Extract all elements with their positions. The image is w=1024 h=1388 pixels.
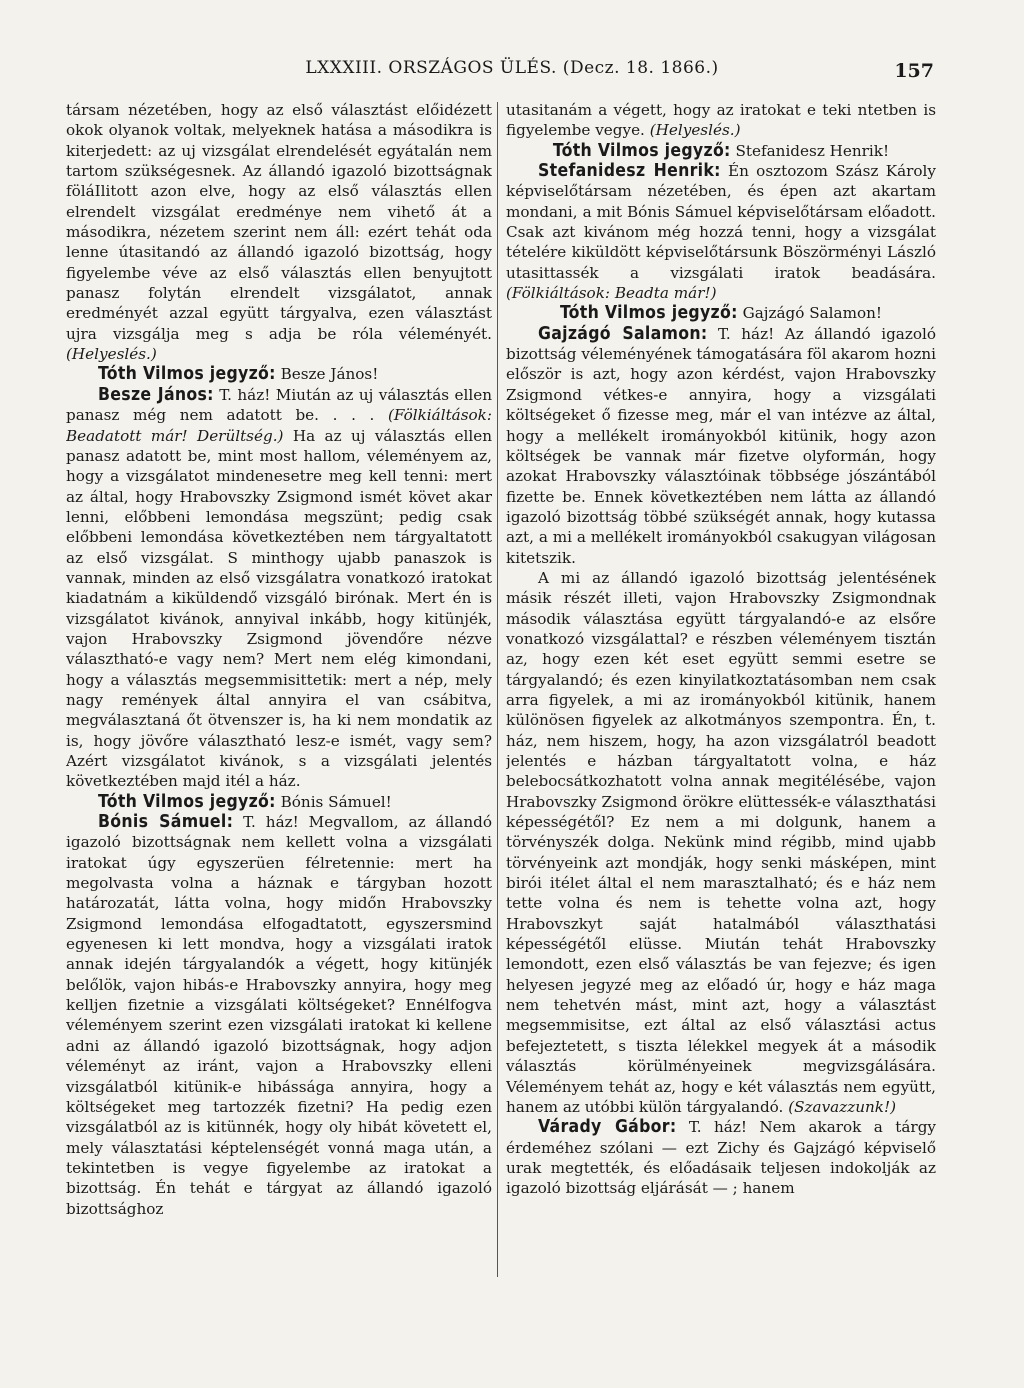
speaker-name: Tóth Vilmos jegyző: [559,303,738,324]
speaker-paragraph [66,364,492,384]
paragraph-text: Bónis Sámuel! [280,792,392,811]
speaker-name: Tóth Vilmos jegyző: [98,791,276,812]
speaker-paragraph [506,324,936,568]
speaker-paragraph [506,141,936,161]
paragraph [506,100,936,141]
paragraph-text: utasitanám a végett, hogy az iratokat e teki ntetben is figyelembe vegye. [506,101,936,140]
paragraph-text: Én osztozom Szász Károly képviselőtársam nézetében, és épen azt akartam mondani, a mit Bónis Sámuel képviselőtársam előadott. Csak azt kivánom még hozzá tenni, hogy a vizsgálat tételére kiküldött képviselőtársunk Böszörményi László utasittassék a vizsgálati iratok beadására. [506,162,936,282]
paragraph-text: T. ház! Megvallom, az állandó igazoló bizottságnak nem kellett volna a vizsgálati iratokat úgy egyszerüen félretennie: mert ha megolvasta volna a háznak e tárgyban hozott határozatát, látta volna, hogy midőn Hrabovszky Zsigmond lemondása elfogadtatott, egyszersmind egyenesen ki lett mondva, hogy a vizsgálati iratok annak idején tárgyalandók a végett, hogy kitünjék belőlök, vajon hibás-e Hrabovszky annyira, hogy meg kelljen fizetnie a vizsgálati költségeket? Ennélfogva véleményem szerint ezen vizsgálati iratokat ki kellene adni az állandó igazoló bizottságnak, hogy adjon véleményt az iránt, vajon a Hrabovszky elleni vizsgálatból kitünik-e hibássága annyira, hogy a költségeket meg tartozzék fizetni? Ha pedig ezen vizsgálatból az is kitünnék, hogy oly hibát követett el, mely választatási képtelenségét vonná maga után, a tekintetben is vegye figyelembe az iratokat a bizottság. Én tehát e tárgyat az állandó igazoló bizottsághoz [66,813,492,1218]
speaker-name: Bónis Sámuel: [98,812,234,833]
paragraph-text: Ha az uj választás ellen panasz adatott be, mint most hallom, véleményem az, hogy a vizsgálatot mindenesetre meg kell tenni: mert az által, hogy Hrabovszky Zsigmond ismét követ akar lenni, előbbeni lemondása megszünt; pedig csak előbbeni lemondása következtében nem tárgyaltatott az első vizsgálat. S minthogy ujabb panaszok is vannak, minden az első vizsgálatra vonatkozó iratokat kiadatnám a kiküldendő vizsgáló birónak. Mert én is vizsgálatot kivánok, annyival inkább, hogy kitünjék, vajon Hrabovszky Zsigmond jövendőre nézve választható-e vagy nem? Mert nem elég kimondani, hogy a választás megsemmisittetik: mert a nép, mely nagy remények által annyira el van csábitva, megválasztaná őt ötvenszer is, ha ki nem mondatik az is, hogy jövőre választható lesz-e ismét, vagy sem? Azért vizsgálatot kivánok, s a vizsgálati jelentés következtében majd itél a ház. [66,426,492,791]
speaker-name: Besze János: [98,384,214,405]
speaker-paragraph [66,792,492,812]
interjection: (Fölkiáltások: Beadatott már! Derültség.) [66,406,492,445]
speaker-paragraph [506,303,936,323]
column-divider [497,102,498,1277]
speaker-name: Várady Gábor: [538,1117,677,1138]
page-number: 157 [894,60,934,82]
speaker-paragraph [506,161,936,303]
paragraph-text: A mi az állandó igazoló bizottság jelentésének másik részét illeti, vajon Hrabovszky Zsigmondnak második választása együtt tárgyalandó-e az elsőre vonatkozó vizsgálattal? e részben véleményem tisztán az, hogy ezen két eset együtt semmi esetre se tárgyalandó; és ezen kinyilatkoztatásomban nem csak arra figyelek, a mi az irományokból kitünik, hanem különösen figyelek az alkotmányos szempontra. Én, t. ház, nem hiszem, hogy, ha azon vizsgálatról beadott jelentés e házban tárgyaltatott volna, e ház belebocsátkozhatott volna annak megitélésébe, vajon Hrabovszky Zsigmond örökre elüttessék-e választhatási képességétől? Ez nem a mi dolgunk, hanem a törvényszék dolga. Nekünk mind régibb, mind ujabb törvényeink azt mondják, hogy senki másképen, mint birói itélet által el nem marasztalható; és e ház nem tette volna és nem is tehette volna azt, hogy Hrabovszkyt saját hatalmából választhatási képességétől elüsse. Miután tehát Hrabovszky lemondott, ezen első választás be van fejezve; és igen helyesen jegyzé meg az előadó úr, hogy e ház maga nem tehetvén mást, mint azt, hogy a választást megsemmisitse, ezt által az első választási actus befejeztetett, s tiszta lélekkel megyek át a második választás körülményeinek megvizsgálására. Véleményem tehát az, hogy e két választás nem együtt, hanem az utóbbi külön tárgyalandó. [506,568,936,1116]
speaker-paragraph [66,385,492,792]
paragraph-text: Gajzágó Salamon! [742,304,883,323]
interjection: (Szavazzunk!) [788,1097,897,1116]
paragraph [506,568,936,1117]
speaker-paragraph [506,1117,936,1198]
speaker-name: Gajzágó Salamon: [538,323,708,344]
paragraph-text: társam nézetében, hogy az első választást előidézett okok olyanok voltak, melyeknek hatása a másodikra is kiterjedett: az uj vizsgálat elrendelését egyátalán nem tartom szükségesnek. Az állandó igazoló bizottságnak föláIlitott azon elve, hogy az első választás ellen elrendelt vizsgálat eredménye nem vihető át a másodikra, nézetem szerint nem áll: ezért tehát oda lenne útasitandó az állandó igazoló bizottság, hogy figyelembe véve az első választás ellen benyujtott panasz folytán elrendelt vizsgálatot, annak eredményét azzal együtt tárgyalva, ezen választást ujra vizsgálja meg s adja be róla véleményét. [66,101,492,343]
paragraph-text: Stefanidesz Henrik! [735,141,890,160]
right-column [506,100,936,1320]
interjection: (Fölkiáltások: Beadta már!) [506,284,717,303]
running-head: LXXXIII. ORSZÁGOS ÜLÉS. (Decz. 18. 1866.) [305,58,719,78]
speaker-paragraph [66,812,492,1219]
paragraph-text: T. ház! Miután az uj választás ellen panasz még nem adatott be. . . . [66,385,492,425]
paragraph-text: T. ház! Az állandó igazoló bizottság véleményének támogatására föl akarom hozni először is azt, hogy azon kérdést, vajon Hrabovszky Zsigmond vétkes-e annyira, hogy a vizsgálati költségeket ő fizesse meg, már el van intézve az által, hogy a mellékelt irományokból kitünik, hogy azon költségek be vannak már fizetve olyformán, hogy azokat Hrabovszky választóinak többsége jószántából fizette be. Ennek következtében nem látta az állandó igazoló bizottság többé szükségét annak, hogy kutassa azt, a mi a mellékelt irományokból csakugyan világosan kitetszik. [506,324,936,567]
paragraph-text: T. ház! Nem akarok a tárgy érdeméhez szólani — ezt Zichy és Gajzágó képviselő urak megtették, és előadásaik teljesen indokolják az igazoló bizottság eljárását — ; hanem [506,1118,936,1198]
page-header [0,56,1024,86]
interjection: (Helyeslés.) [66,345,157,364]
speaker-name: Tóth Vilmos jegyző: [552,140,731,161]
speaker-name: Stefanidesz Henrik: [538,161,721,182]
left-column [66,100,492,1320]
paragraph-text: Besze János! [280,365,379,384]
interjection: (Helyeslés.) [649,121,741,140]
paragraph [66,100,492,364]
speaker-name: Tóth Vilmos jegyző: [98,364,276,385]
